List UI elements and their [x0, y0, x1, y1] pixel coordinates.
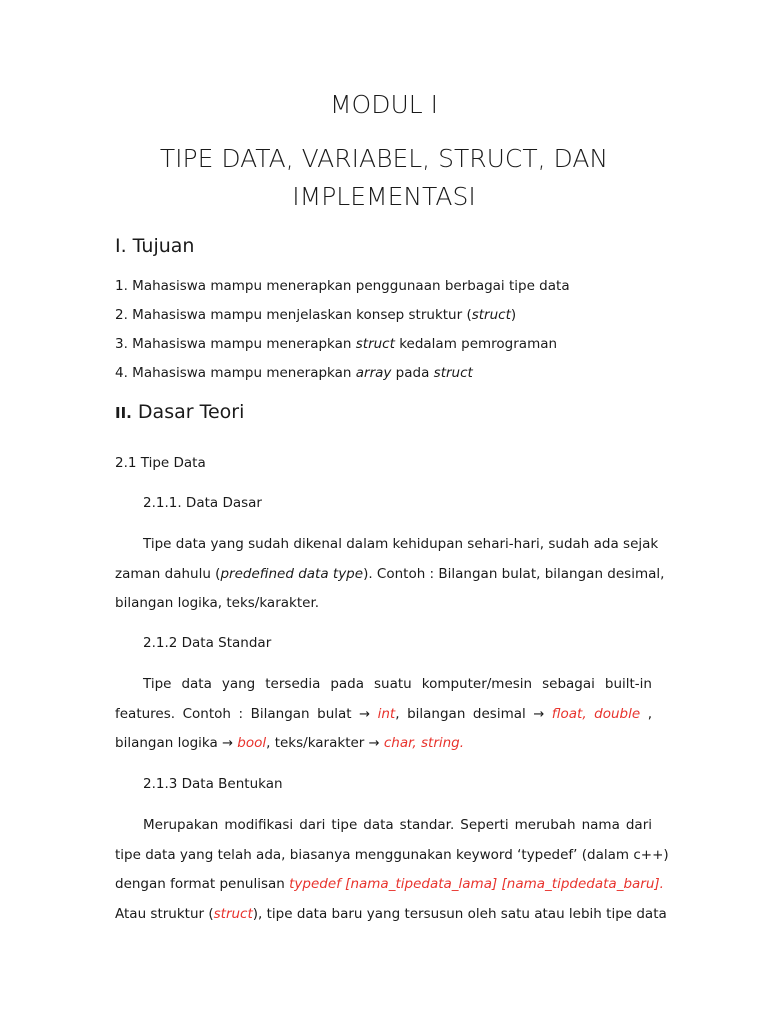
arrow-right-icon: → [222, 736, 233, 751]
section-heading-dasar-teori: II. Dasar Teori [115, 401, 245, 423]
paragraph-data-bentukan: Merupakan modifikasi dari tipe data standar. Seperti merubah nama dari tipe data yang telah ada, biasanya menggunakan keyword ‘typedef’ (dalam c++) dengan format penulisan typedef [nama_tipedata_lama] [nama_tipdedata_baru]. Atau struktur (struct), tipe data baru yang tersusun oleh satu atau lebih tipe data [115, 817, 669, 922]
page-title-line-2: IMPLEMENTASI [292, 182, 476, 211]
subheading-data-dasar: 2.1.1. Data Dasar [143, 495, 262, 511]
arrow-right-icon: → [359, 706, 371, 722]
section-heading-tujuan: I. Tujuan [115, 235, 195, 257]
subheading-data-standar: 2.1.2 Data Standar [143, 635, 272, 651]
paragraph-data-standar: Tipe data yang tersedia pada suatu komputer/mesin sebagai built-in features. Contoh : Bilangan bulat → int, bilangan desimal → float, double , bilangan logika → bool, teks/karakter → char, string. [115, 676, 653, 751]
page-title-line-1: TIPE DATA, VARIABEL, STRUCT, DAN [159, 144, 609, 173]
paragraph-data-dasar: Tipe data yang sudah dikenal dalam kehidupan sehari-hari, sudah ada sejak zaman dahulu (predefined data type). Contoh : Bilangan bulat, bilangan desimal, bilangan logika, teks/karakter. [115, 536, 665, 611]
goal-item-2: 2. Mahasiswa mampu menjelaskan konsep struktur (struct) [115, 307, 517, 323]
module-label: MODUL I [329, 90, 439, 119]
subheading-tipe-data: 2.1 Tipe Data [115, 455, 206, 471]
goal-item-4: 4. Mahasiswa mampu menerapkan array pada struct [115, 365, 473, 381]
goal-item-3: 3. Mahasiswa mampu menerapkan struct kedalam pemrograman [115, 336, 558, 352]
arrow-right-icon: → [533, 706, 545, 722]
arrow-right-icon: → [368, 736, 380, 751]
subheading-data-bentukan: 2.1.3 Data Bentukan [143, 776, 283, 792]
goal-item-1: 1. Mahasiswa mampu menerapkan penggunaan berbagai tipe data [115, 278, 570, 294]
